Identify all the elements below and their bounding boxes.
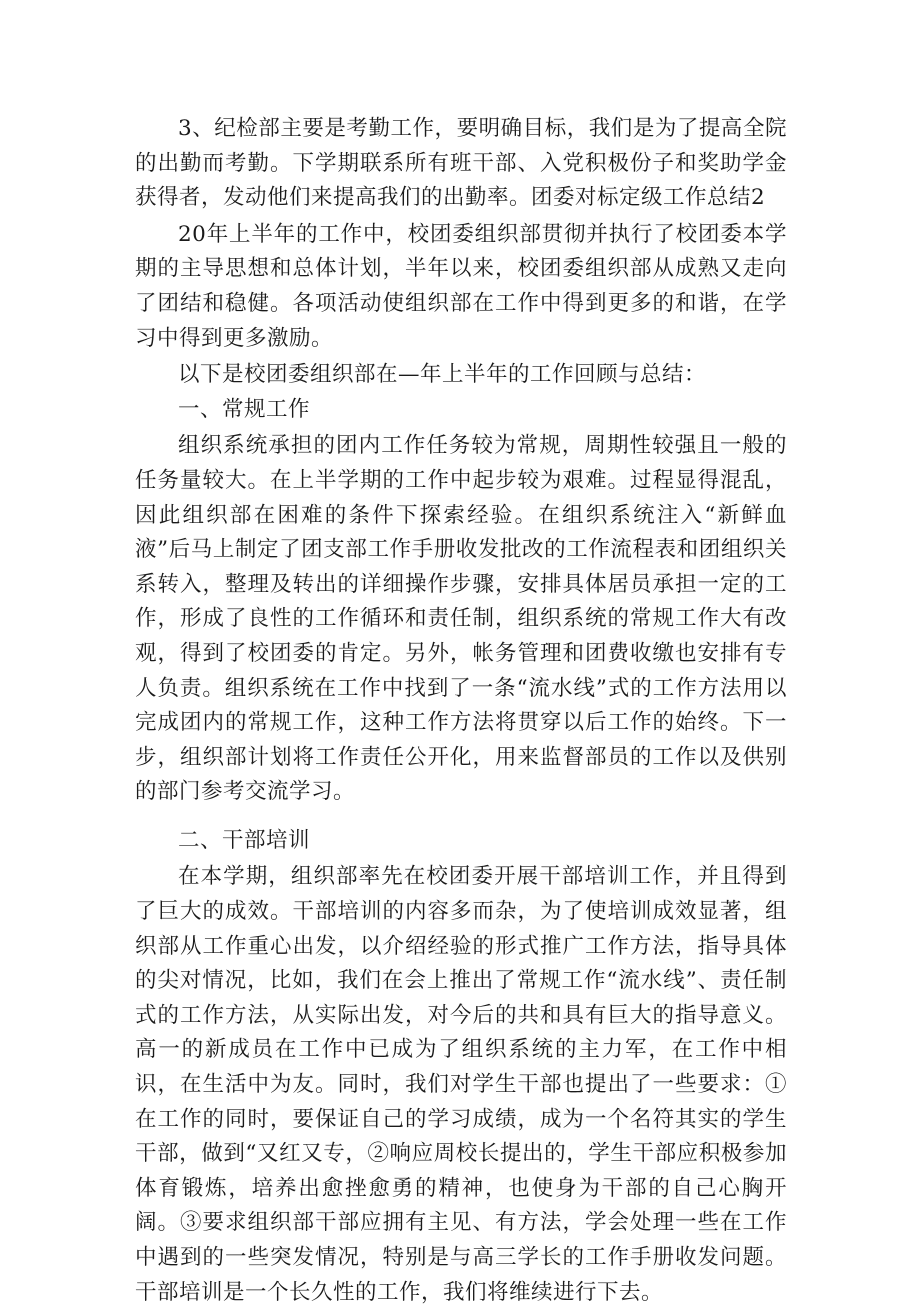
document-body (135, 112, 787, 1310)
paragraph-cadre-training: 在本学期，组织部率先在校团委开展干部培训工作，并且得到了巨大的成效。干部培训的内容多而杂，为了使培训成效显著，组织部从工作重心出发，以介绍经验的形式推广工作方法，指导具体的尖对情况，比如，我们在会上推出了常规工作“流水线”、责任制式的工作方法，从实际出发，对今后的共和具有巨大的指导意义。高一的新成员在工作中已成为了组织系统的主力军，在工作中相识，在生活中为友。同时，我们对学生干部也提出了一些要求：①在工作的同时，要保证自己的学习成绩，成为一个名符其实的学生干部，做到“又红又专，②响应周校长提出的，学生干部应积极参加体育锻炼，培养出愈挫愈勇的精神，也使身为干部的自己心胸开阔。③要求组织部干部应拥有主见、有方法，学会处理一些在工作中遇到的一些突发情况，特别是与高三学长的工作手册收发问题。干部培训是一个长久性的工作，我们将维续进行下去。 (135, 864, 787, 1305)
section-heading-routine-work: 一、常规工作 (178, 396, 311, 422)
paragraph-review-lead: 以下是校团委组织部在—年上半年的工作回顾与总结： (178, 362, 707, 388)
paragraph-routine-work: 组织系统承担的团内工作任务较为常规，周期性较强且一般的任务量较大。在上半学期的工作中起步较为艰难。过程显得混乱，因此组织部在困难的条件下探索经验。在组织系统注入“新鲜血液”后马上制定了团支部工作手册收发批改的工作流程表和团组织关系转入，整理及转出的详细操作步骤，安排具体居员承担一定的工作，形成了良性的工作循环和责任制，组织系统的常规工作大有改观，得到了校团委的肯定。另外，帐务管理和团费收缴也安排有专人负责。组织系统在工作中找到了一条“流水线”式的工作方法用以完成团内的常规工作，这种工作方法将贯穿以后工作的始终。下一步，组织部计划将工作责任公开化，用来监督部员的工作以及供别的部门参考交流学习。 (135, 433, 787, 805)
paragraph-intro: 20年上半年的工作中，校团委组织部贯彻并执行了校团委本学期的主导思想和总体计划，半年以来，校团委组织部从成熟又走向了团结和稳健。各项活动使组织部在工作中得到更多的和谐，在学习中得到更多激励。 (135, 221, 787, 351)
section-heading-cadre-training: 二、干部培训 (178, 827, 311, 853)
paragraph-discipline-dept: 3、纪检部主要是考勤工作，要明确目标，我们是为了提高全院的出勤而考勤。下学期联系所有班干部、入党积极份子和奖助学金获得者，发动他们来提高我们的出勤率。团委对标定级工作总结2 (135, 116, 787, 211)
